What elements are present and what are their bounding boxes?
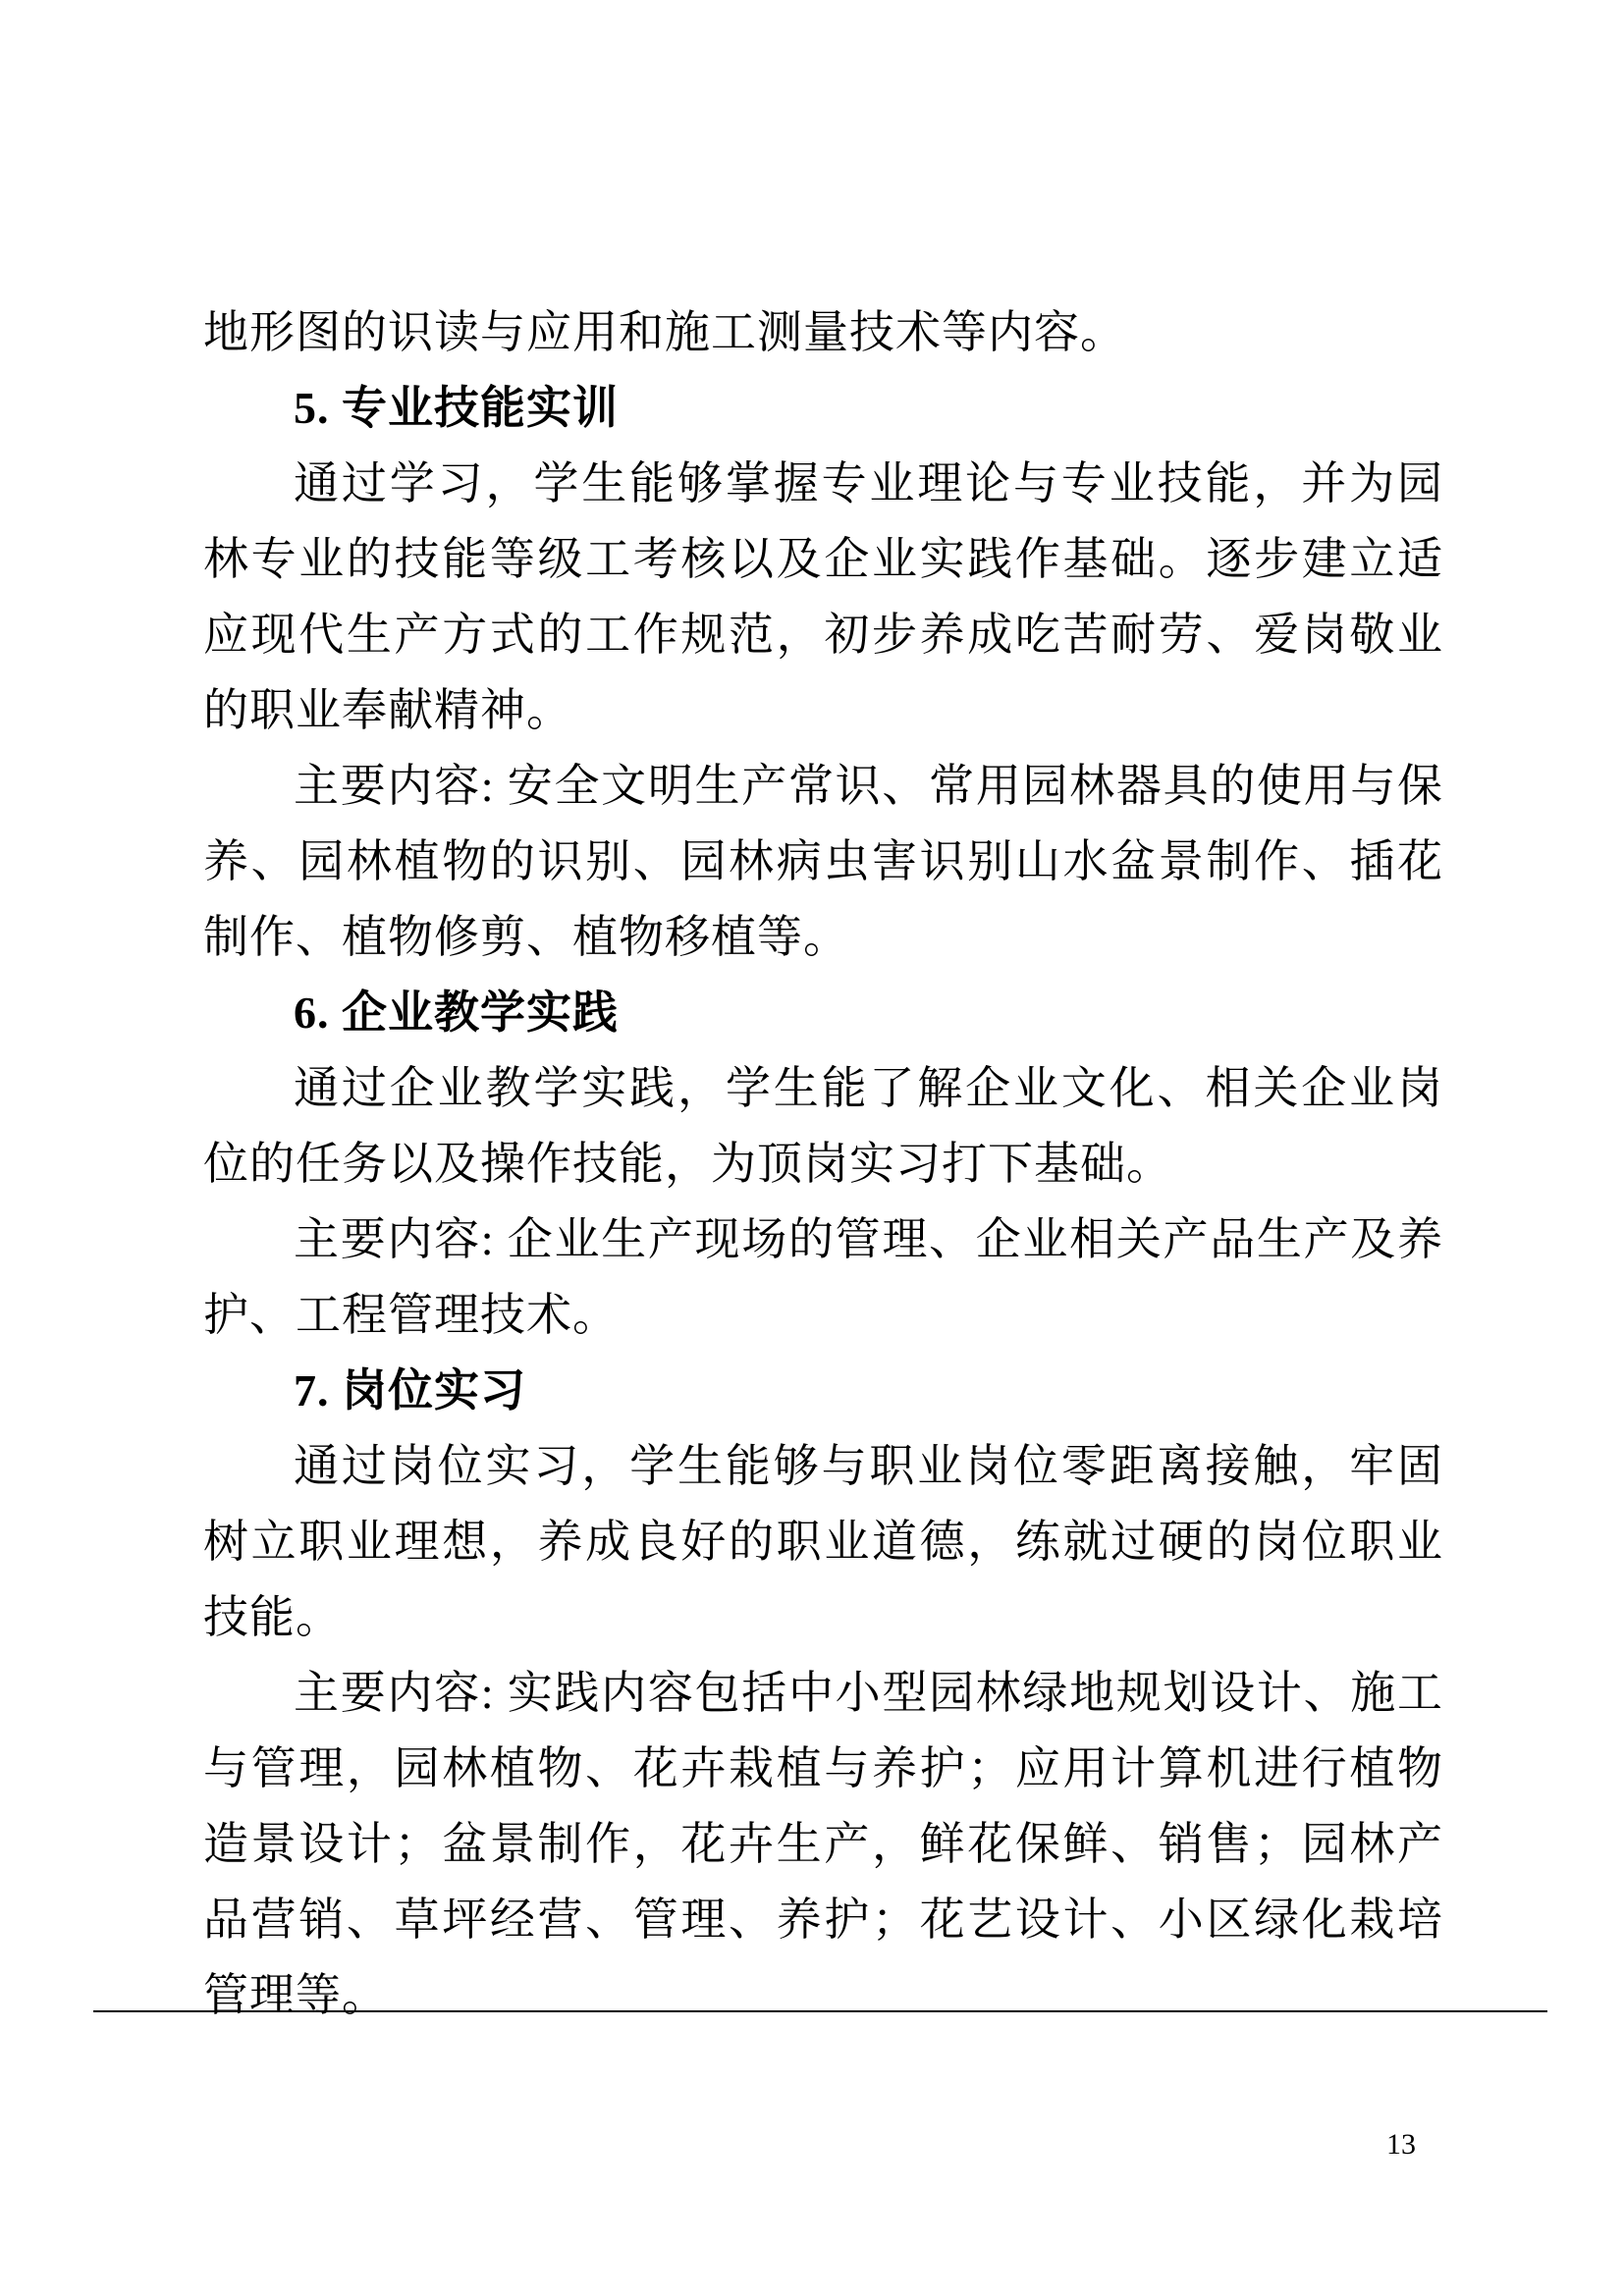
footer-divider-line xyxy=(93,2010,1547,2012)
paragraph-section5-main-content: 主要内容: 安全文明生产常识、常用园林器具的使用与保养、园林植物的识别、园林病虫害识别山水盆景制作、插花制作、植物修剪、植物移植等。 xyxy=(203,761,1443,962)
paragraph-section5-overview: 通过学习，学生能够掌握专业理论与专业技能，并为园林专业的技能等级工考核以及企业实践作基础。逐步建立适应现代生产方式的工作规范，初步养成吃苦耐劳、爱岗敬业的职业奉献精神。 xyxy=(203,458,1443,735)
paragraph-section7-main-content: 主要内容: 实践内容包括中小型园林绿地规划设计、施工与管理，园林植物、花卉栽植与养护；应用计算机进行植物造景设计；盆景制作，花卉生产，鲜花保鲜、销售；园林产品营销、草坪经营、管理、养护；花艺设计、小区绿化栽培管理等。 xyxy=(203,1668,1443,2020)
paragraph-section6-overview: 通过企业教学实践，学生能了解企业文化、相关企业岗位的任务以及操作技能，为顶岗实习打下基础。 xyxy=(203,1063,1443,1189)
document-content xyxy=(203,294,1443,2033)
section-heading-6-enterprise-teaching-practice: 6. 企业教学实践 xyxy=(294,988,619,1038)
section-heading-7-post-internship: 7. 岗位实习 xyxy=(294,1365,526,1415)
paragraph-continuation: 地形图的识读与应用和施工测量技术等内容。 xyxy=(203,307,1126,357)
page-number: 13 xyxy=(1386,2128,1416,2161)
paragraph-section6-main-content: 主要内容: 企业生产现场的管理、企业相关产品生产及养护、工程管理技术。 xyxy=(203,1214,1443,1340)
paragraph-section7-overview: 通过岗位实习，学生能够与职业岗位零距离接触，牢固树立职业理想，养成良好的职业道德，练就过硬的岗位职业技能。 xyxy=(203,1441,1443,1642)
section-heading-5-professional-skills-training: 5. 专业技能实训 xyxy=(294,383,619,433)
